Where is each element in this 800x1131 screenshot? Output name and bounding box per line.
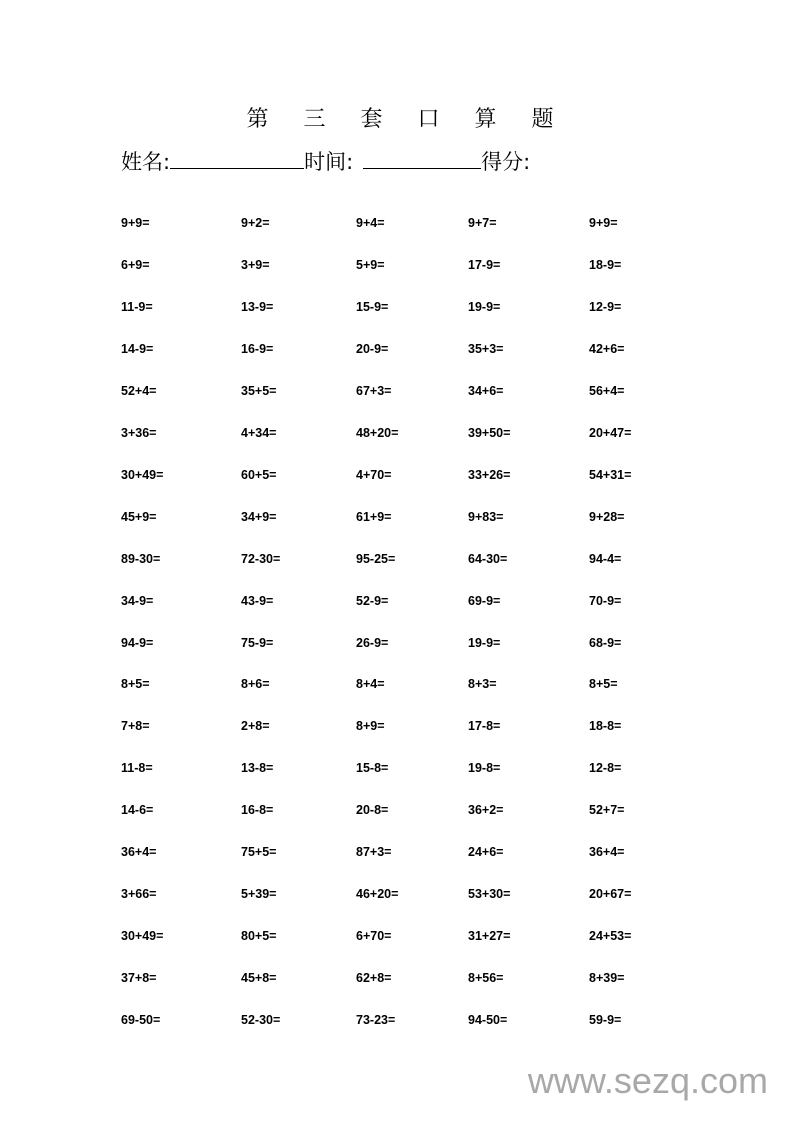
problem-item: 52-30= [241, 1013, 281, 1028]
time-label: 时间: [304, 150, 354, 174]
problem-item: 3+9= [241, 257, 270, 272]
problem-item: 6+70= [356, 929, 392, 944]
score-label: 得分: [481, 150, 531, 174]
problem-item: 3+36= [121, 425, 157, 440]
problem-item: 94-9= [121, 635, 154, 650]
problem-row [0, 928, 800, 944]
problem-item: 8+3= [468, 677, 497, 692]
problem-item: 8+5= [589, 677, 618, 692]
problem-item: 9+9= [121, 216, 150, 230]
problem-row [0, 886, 800, 902]
problem-item: 15-8= [356, 761, 389, 776]
problem-item: 46+20= [356, 887, 399, 902]
problem-item: 14-9= [121, 341, 154, 356]
problem-row [0, 425, 800, 441]
problem-item: 18-9= [589, 257, 622, 272]
problem-item: 48+20= [356, 425, 399, 440]
problem-item: 31+27= [468, 929, 511, 944]
problem-item: 30+49= [121, 929, 164, 944]
problem-item: 33+26= [468, 467, 511, 482]
problem-item: 45+8= [241, 971, 277, 986]
problem-row [0, 635, 800, 651]
problem-item: 16-9= [241, 341, 274, 356]
problem-item: 95-25= [356, 551, 396, 566]
problem-item: 61+9= [356, 509, 392, 524]
problem-item: 45+9= [121, 509, 157, 524]
problem-item: 39+50= [468, 425, 511, 440]
problem-row [0, 844, 800, 860]
page-title: 第 三 套 口 算 题 [246, 107, 568, 132]
problem-item: 5+39= [241, 887, 277, 902]
problem-item: 8+56= [468, 971, 504, 986]
problem-item: 5+9= [356, 257, 385, 272]
problem-item: 53+30= [468, 887, 511, 902]
problem-item: 2+8= [241, 719, 270, 734]
problem-item: 18-8= [589, 719, 622, 734]
problem-item: 8+9= [356, 719, 385, 734]
problem-item: 19-9= [468, 635, 501, 650]
problem-row [0, 593, 800, 609]
problem-item: 59-9= [589, 1013, 622, 1028]
problem-item: 8+6= [241, 677, 270, 692]
name-label: 姓名: [121, 150, 171, 174]
problem-item: 35+3= [468, 341, 504, 356]
problem-item: 9+7= [468, 216, 497, 230]
problem-item: 11-8= [121, 761, 153, 776]
problem-item: 75+5= [241, 845, 277, 860]
problem-row [0, 1012, 800, 1028]
problem-row [0, 676, 800, 692]
problem-row [0, 509, 800, 525]
problem-item: 24+53= [589, 929, 632, 944]
problem-item: 11-9= [121, 299, 153, 314]
problem-item: 19-9= [468, 299, 501, 314]
problem-item: 4+34= [241, 425, 277, 440]
problem-item: 26-9= [356, 635, 389, 650]
problem-row [0, 383, 800, 399]
problem-item: 73-23= [356, 1013, 396, 1028]
problem-item: 87+3= [356, 845, 392, 860]
problem-item: 8+39= [589, 971, 625, 986]
problem-item: 15-9= [356, 299, 389, 314]
problem-item: 20+67= [589, 887, 632, 902]
problem-row [0, 215, 800, 231]
problem-item: 80+5= [241, 929, 277, 944]
problem-item: 7+8= [121, 719, 150, 734]
problem-item: 20-8= [356, 803, 389, 818]
problem-item: 43-9= [241, 593, 274, 608]
problem-row [0, 970, 800, 986]
problem-item: 34-9= [121, 593, 154, 608]
watermark: www.sezq.com [527, 1060, 768, 1101]
problem-row [0, 718, 800, 734]
problem-row [0, 802, 800, 818]
problem-item: 94-4= [589, 551, 622, 566]
problem-item: 34+9= [241, 509, 277, 524]
problem-item: 69-50= [121, 1013, 161, 1028]
problem-item: 17-9= [468, 257, 501, 272]
problem-item: 56+4= [589, 383, 625, 398]
problem-item: 24+6= [468, 845, 504, 860]
problem-item: 35+5= [241, 383, 277, 398]
problem-item: 42+6= [589, 341, 625, 356]
problem-item: 12-8= [589, 761, 622, 776]
problem-item: 60+5= [241, 467, 277, 482]
problem-item: 12-9= [589, 299, 622, 314]
problem-item: 36+2= [468, 803, 504, 818]
problem-item: 75-9= [241, 635, 274, 650]
problem-item: 52-9= [356, 593, 389, 608]
problem-item: 20+47= [589, 425, 632, 440]
problem-item: 9+2= [241, 216, 270, 230]
problem-item: 62+8= [356, 971, 392, 986]
problem-item: 68-9= [589, 635, 622, 650]
problem-item: 9+83= [468, 509, 504, 524]
problem-item: 9+4= [356, 216, 385, 230]
problem-row [0, 551, 800, 567]
problem-row [0, 467, 800, 483]
problem-item: 54+31= [589, 467, 632, 482]
problem-row [0, 299, 800, 315]
problem-row [0, 257, 800, 273]
problem-item: 8+5= [121, 677, 150, 692]
problem-item: 94-50= [468, 1013, 508, 1028]
problem-item: 34+6= [468, 383, 504, 398]
problem-item: 13-8= [241, 761, 274, 776]
problem-item: 36+4= [589, 845, 625, 860]
problem-item: 6+9= [121, 257, 150, 272]
problem-item: 36+4= [121, 845, 157, 860]
problem-item: 52+4= [121, 383, 157, 398]
problem-item: 20-9= [356, 341, 389, 356]
problem-item: 16-8= [241, 803, 274, 818]
problem-item: 19-8= [468, 761, 501, 776]
problem-item: 37+8= [121, 971, 157, 986]
problem-item: 30+49= [121, 467, 164, 482]
problem-item: 70-9= [589, 593, 622, 608]
problem-item: 89-30= [121, 551, 161, 566]
problem-item: 72-30= [241, 551, 281, 566]
problem-item: 52+7= [589, 803, 625, 818]
problem-item: 17-8= [468, 719, 501, 734]
problem-item: 8+4= [356, 677, 385, 692]
problem-item: 67+3= [356, 383, 392, 398]
problem-row [0, 341, 800, 357]
problem-item: 14-6= [121, 803, 154, 818]
problem-item: 3+66= [121, 887, 157, 902]
problem-item: 13-9= [241, 299, 274, 314]
problem-row [0, 760, 800, 776]
problem-item: 64-30= [468, 551, 508, 566]
problem-item: 9+28= [589, 509, 625, 524]
problem-item: 69-9= [468, 593, 501, 608]
problem-item: 4+70= [356, 467, 392, 482]
problem-item: 9+9= [589, 216, 618, 230]
